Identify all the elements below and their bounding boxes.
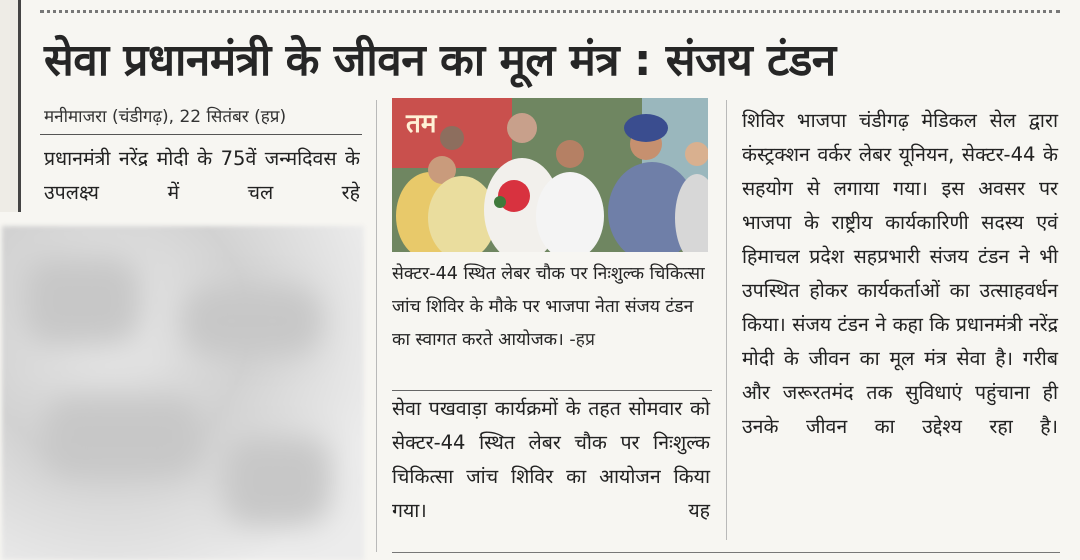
caption-rule: [392, 390, 712, 391]
column-1-text: प्रधानमंत्री नरेंद्र मोदी के 75वें जन्मदिवस के उपलक्ष्य में चल रहे: [44, 147, 360, 204]
headline: सेवा प्रधानमंत्री के जीवन का मूल मंत्र : संजय टंडन: [44, 35, 836, 86]
photo-credit: -हप्र: [569, 330, 595, 350]
photo-illustration: [392, 98, 708, 252]
photo-caption-text: सेक्टर-44 स्थित लेबर चौक पर निःशुल्क चिकित्सा जांच शिविर के मौके पर भाजपा नेता संजय टंडन का स्वागत करते आयोजक।: [392, 264, 705, 350]
dateline-rule: [40, 134, 362, 135]
top-dotted-rule: [40, 10, 1060, 13]
news-photo: [392, 98, 708, 252]
dateline: मनीमाजरा (चंडीगढ़), 22 सितंबर (हप्र): [44, 107, 287, 127]
photo-caption: [392, 258, 710, 357]
column-2-text: सेवा पखवाड़ा कार्यक्रमों के तहत सोमवार को सेक्टर-44 स्थित लेबर चौक पर निःशुल्क चिकित्सा जांच शिविर का आयोजन किया गया। यह: [392, 397, 710, 522]
adjacent-article-fragment: [0, 0, 21, 212]
column-3-text: शिविर भाजपा चंडीगढ़ मेडिकल सेल द्वारा कंस्ट्रक्शन वर्कर लेबर यूनियन, सेक्टर-44 के सहयोग से लगाया गया। इस अवसर पर भाजपा के राष्ट्रीय कार्यकारिणी सदस्य एवं हिमाचल प्रदेश सहप्रभारी संजय टंडन ने भी उपस्थित होकर कार्यकर्ताओं का उत्साहवर्धन किया। संजय टंडन ने कहा कि प्रधानमंत्री नरेंद्र मोदी के जीवन का मूल मंत्र सेवा है। गरीब और जरूरतमंद तक सुविधाएं पहुंचाना ही उनके जीवन का उद्देश्य रहा है।: [742, 109, 1058, 438]
column-divider-left: [376, 100, 377, 552]
blurred-region: [2, 226, 364, 560]
bottom-rule: [392, 552, 1060, 553]
column-divider-right: [726, 100, 727, 540]
photo-banner-text: तम: [406, 109, 437, 139]
